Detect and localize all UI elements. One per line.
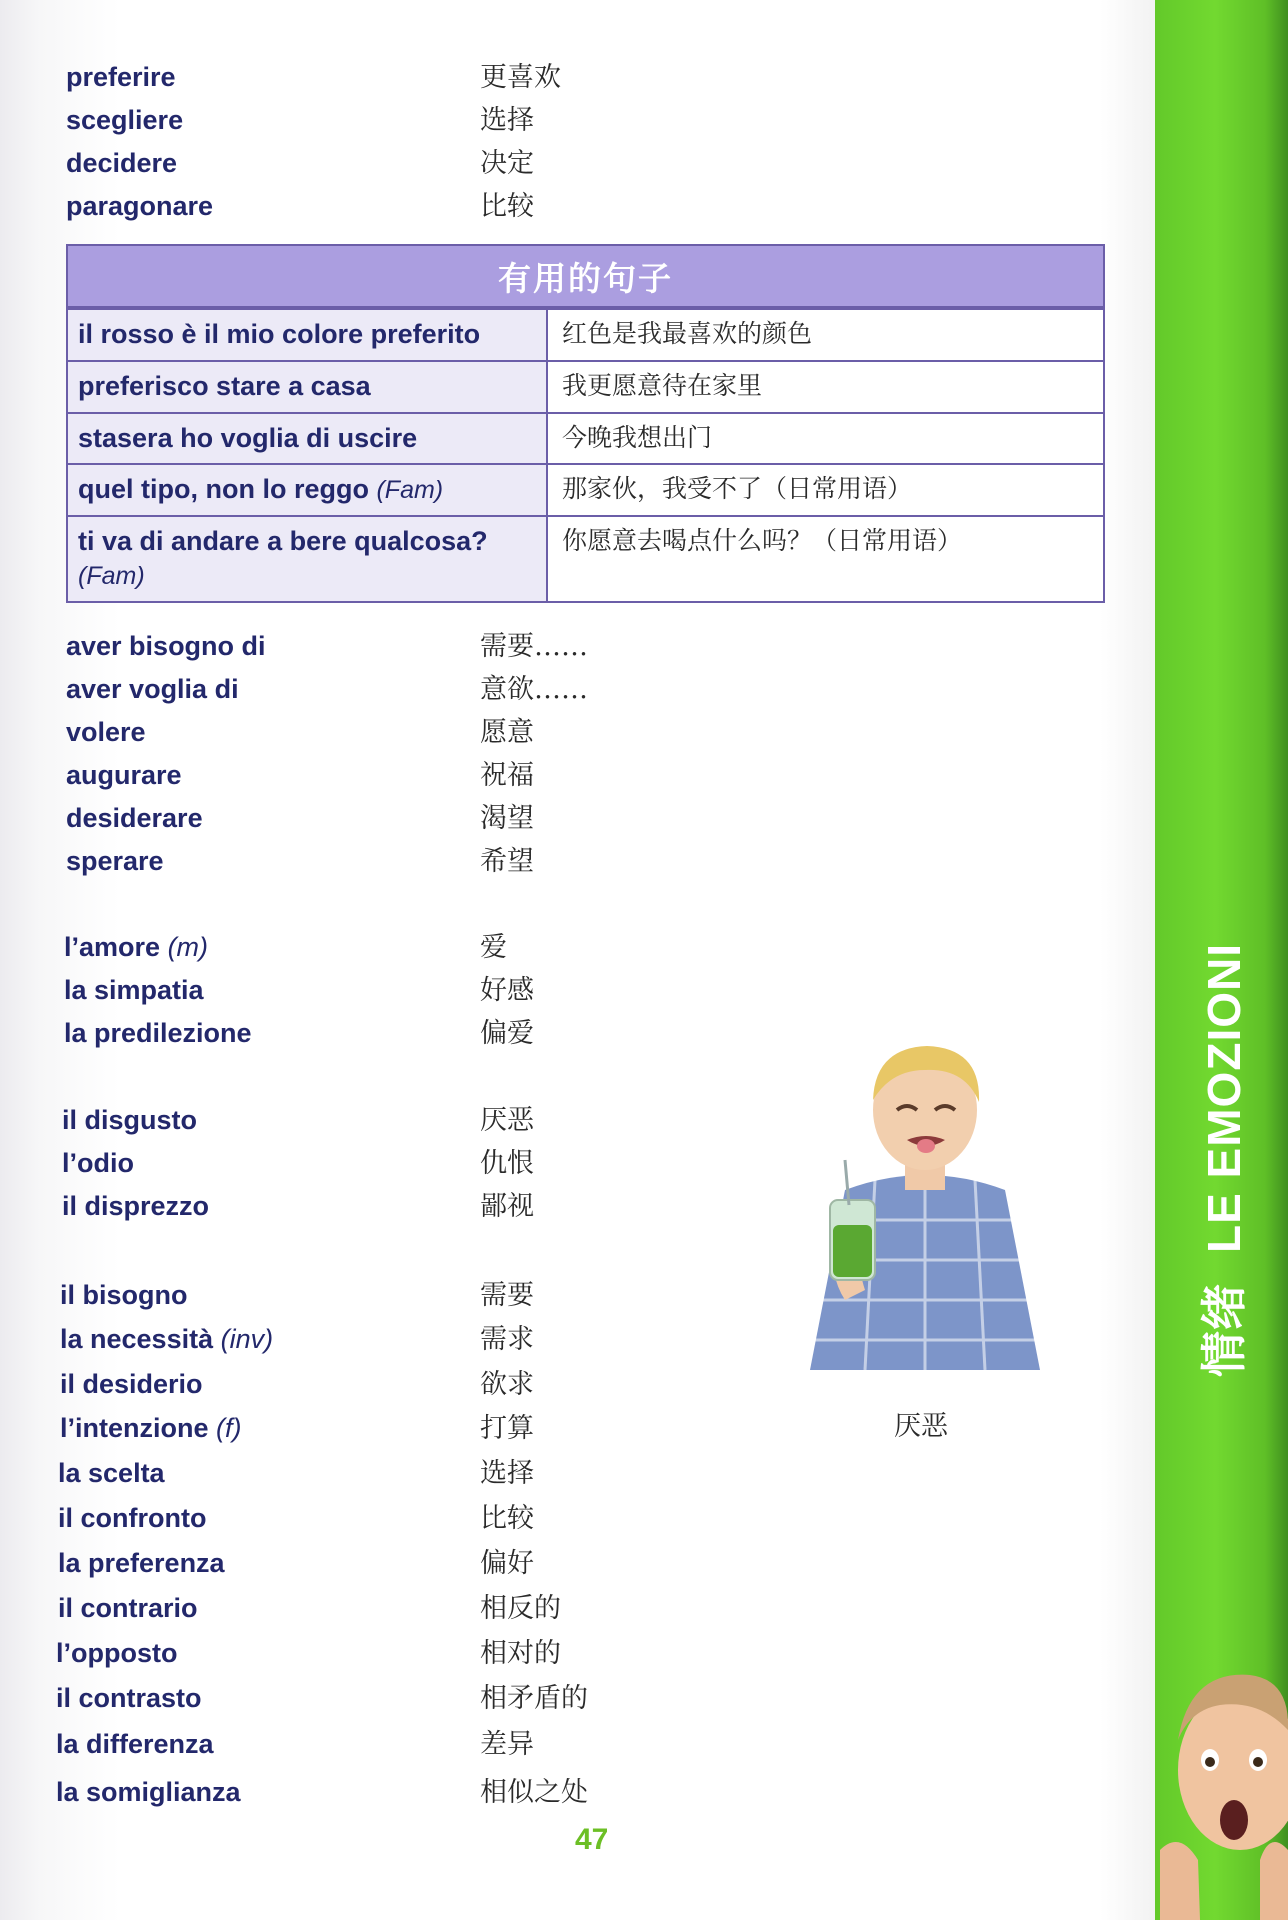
vocab-chinese: 需要 (480, 1280, 534, 1311)
vocab-chinese: 偏好 (480, 1548, 534, 1579)
phrase-chinese: 那家伙，我受不了（日常用语） (562, 474, 913, 504)
vocab-chinese: 仇恨 (480, 1148, 534, 1179)
vocab-italian: desiderare (66, 803, 203, 833)
vocab-italian: la predilezione (64, 1018, 252, 1048)
gender-note: (f) (216, 1413, 242, 1443)
vocab-chinese: 选择 (480, 105, 534, 136)
phrase-italian: il rosso è il mio colore preferito (78, 319, 481, 349)
vocab-italian: il contrasto (56, 1683, 202, 1713)
table-row (68, 463, 1103, 515)
surprised-boy-illustration (1160, 1650, 1288, 1920)
table-row (68, 515, 1103, 601)
disgusted-boy-illustration (805, 1040, 1045, 1380)
table-row (68, 308, 1103, 360)
vocab-italian: l’intenzione (f) (60, 1413, 242, 1443)
vocab-chinese: 祝福 (480, 760, 534, 791)
chapter-title-italian: LE EMOZIONI (1198, 943, 1250, 1253)
vocab-chinese: 欲求 (480, 1369, 534, 1400)
phrase-chinese: 红色是我最喜欢的颜色 (562, 319, 813, 348)
vocab-italian: volere (66, 717, 146, 747)
vocab-italian: la simpatia (64, 975, 204, 1005)
vocab-chinese: 选择 (480, 1458, 534, 1489)
phrase-chinese: 今晚我想出门 (562, 422, 713, 452)
vocab-italian: il desiderio (60, 1369, 203, 1399)
phrase-italian: stasera ho voglia di uscire (78, 422, 418, 453)
vocab-chinese: 比较 (480, 1503, 534, 1534)
vocab-italian: augurare (66, 760, 182, 790)
chapter-title-chinese: 情绪 (1197, 1283, 1251, 1377)
vocab-italian: decidere (66, 148, 178, 178)
vocab-chinese: 相矛盾的 (480, 1683, 588, 1714)
vocab-italian: la preferenza (58, 1548, 225, 1578)
grammar-note: (inv) (220, 1324, 274, 1354)
vocab-chinese: 更喜欢 (480, 62, 561, 93)
vocab-italian: l’odio (62, 1148, 134, 1178)
vocab-chinese: 相对的 (480, 1638, 561, 1669)
vocab-italian: il bisogno (60, 1280, 188, 1310)
vocab-chinese: 鄙视 (480, 1191, 534, 1222)
vocab-chinese: 相反的 (480, 1593, 561, 1624)
vocab-chinese: 决定 (480, 148, 534, 179)
vocab-chinese: 厌恶 (480, 1105, 534, 1136)
table-row (68, 360, 1103, 412)
illustration-caption: 厌恶 (894, 1411, 948, 1442)
useful-phrases-table (66, 244, 1105, 603)
vocab-italian: scegliere (66, 105, 184, 135)
vocab-italian: la differenza (56, 1729, 214, 1759)
vocab-italian: il confronto (58, 1503, 207, 1533)
vocab-italian: l’amore (m) (64, 932, 209, 962)
vocab-chinese: 需要…… (480, 631, 588, 662)
phrase-chinese: 我更愿意待在家里 (562, 370, 763, 400)
chapter-title (1188, 943, 1254, 1377)
vocab-chinese: 好感 (480, 975, 534, 1006)
vocab-italian: l’opposto (56, 1638, 178, 1668)
phrase-chinese: 你愿意去喝点什么吗？（日常用语） (562, 526, 963, 555)
vocab-chinese: 希望 (480, 846, 534, 877)
vocab-italian: la scelta (58, 1458, 165, 1488)
vocab-chinese: 意欲…… (480, 674, 588, 705)
vocab-chinese: 需求 (480, 1324, 534, 1355)
table-row (68, 412, 1103, 464)
phrase-register-note: (Fam) (376, 476, 444, 505)
vocab-chinese: 渴望 (480, 803, 534, 834)
vocab-chinese: 差异 (480, 1729, 534, 1760)
phrase-register-note: (Fam) (78, 561, 145, 590)
vocab-italian: aver voglia di (66, 674, 239, 704)
vocab-italian: il disgusto (62, 1105, 197, 1135)
page-number: 47 (575, 1823, 609, 1856)
vocab-chinese: 比较 (480, 191, 534, 222)
vocab-italian: preferire (66, 62, 176, 92)
vocab-italian: il disprezzo (62, 1191, 210, 1221)
phrase-italian: preferisco stare a casa (78, 370, 371, 401)
vocab-italian: aver bisogno di (66, 631, 266, 661)
vocab-chinese: 愿意 (480, 717, 534, 748)
phrase-italian: quel tipo, non lo reggo (78, 474, 369, 505)
vocab-italian: la somiglianza (56, 1777, 241, 1807)
vocab-italian: la necessità (inv) (60, 1324, 274, 1354)
vocab-italian: il contrario (58, 1593, 198, 1623)
phrases-table-title: 有用的句子 (68, 246, 1103, 308)
phrase-italian: ti va di andare a bere qualcosa? (78, 526, 488, 556)
vocab-chinese: 相似之处 (480, 1777, 588, 1808)
vocab-italian: paragonare (66, 191, 214, 221)
vocab-chinese: 偏爱 (480, 1018, 534, 1049)
vocab-italian: sperare (66, 846, 164, 876)
gender-note: (m) (167, 932, 209, 962)
vocab-chinese: 打算 (480, 1413, 534, 1444)
vocab-chinese: 爱 (480, 932, 507, 963)
